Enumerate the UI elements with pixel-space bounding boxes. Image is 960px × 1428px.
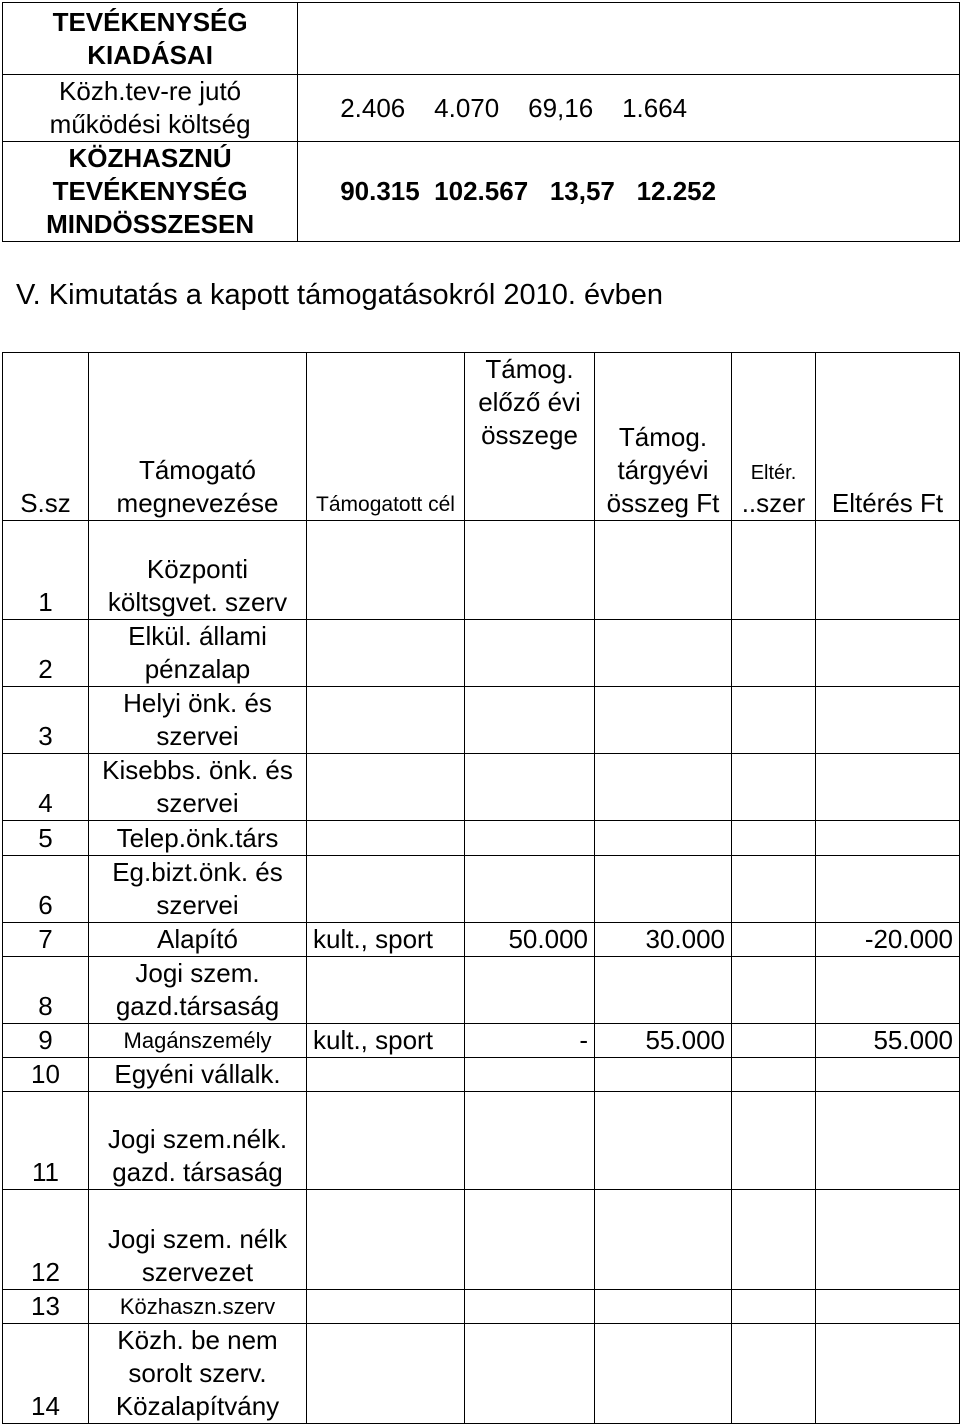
row-curr [595, 1092, 732, 1190]
row-supporter: Jogi szem. nélk szervezet [89, 1190, 307, 1290]
row-prev [465, 821, 595, 856]
summary-values [298, 3, 827, 75]
row-prev [465, 1290, 595, 1324]
header-curr: Támog. tárgyévi összeg Ft [595, 353, 732, 521]
row-diff [816, 1290, 960, 1324]
row-curr: 30.000 [595, 923, 732, 957]
row-diff [816, 856, 960, 923]
table-row [3, 754, 960, 821]
row-diffpct [732, 754, 816, 821]
row-curr [595, 754, 732, 821]
row-diffpct [732, 1024, 816, 1058]
row-diffpct [732, 1190, 816, 1290]
row-prev [465, 1058, 595, 1092]
row-supporter: Közhaszn.szerv [89, 1290, 307, 1324]
summary-values: 90.315 102.567 13,57 12.252 [298, 142, 827, 242]
row-prev [465, 957, 595, 1024]
row-goal: kult., sport [307, 923, 465, 957]
row-supporter: Jogi szem. gazd.társaság [89, 957, 307, 1024]
table-row [3, 856, 960, 923]
row-goal [307, 687, 465, 754]
row-goal: kult., sport [307, 1024, 465, 1058]
table-row [3, 957, 960, 1024]
summary-row [3, 3, 960, 75]
table-row [3, 687, 960, 754]
row-curr [595, 1324, 732, 1424]
row-supporter: Elkül. állami pénzalap [89, 620, 307, 687]
summary-label: KÖZHASZNÚ TEVÉKENYSÉG MINDÖSSZESEN [3, 142, 298, 242]
row-goal [307, 620, 465, 687]
row-prev [465, 856, 595, 923]
header-prev: Támog. előző évi összege [465, 353, 595, 521]
row-number: 9 [3, 1024, 89, 1058]
summary-values: 2.406 4.070 69,16 1.664 [298, 75, 827, 142]
row-prev [465, 620, 595, 687]
row-diffpct [732, 1290, 816, 1324]
summary-row [3, 75, 960, 142]
table-row [3, 1024, 960, 1058]
header-row [3, 353, 960, 521]
row-curr [595, 957, 732, 1024]
table-row [3, 1290, 960, 1324]
row-curr [595, 1058, 732, 1092]
row-number: 8 [3, 957, 89, 1024]
summary-label: TEVÉKENYSÉG KIADÁSAI [3, 3, 298, 75]
row-supporter: Egyéni vállalk. [89, 1058, 307, 1092]
header-diffpct-a: Eltér. [750, 462, 797, 484]
row-prev [465, 754, 595, 821]
summary-label: Közh.tev-re jutó működési költség [3, 75, 298, 142]
support-table [2, 352, 960, 1424]
row-prev [465, 687, 595, 754]
row-number: 13 [3, 1290, 89, 1324]
row-number: 5 [3, 821, 89, 856]
table-row [3, 923, 960, 957]
row-prev: 50.000 [465, 923, 595, 957]
row-diff [816, 687, 960, 754]
row-diff [816, 754, 960, 821]
row-number: 14 [3, 1324, 89, 1424]
row-goal [307, 1324, 465, 1424]
row-supporter: Közh. be nem sorolt szerv. Közalapítvány [89, 1324, 307, 1424]
header-diffpct-b: ..szer [741, 488, 806, 518]
row-curr [595, 521, 732, 620]
row-curr [595, 1290, 732, 1324]
row-curr: 55.000 [595, 1024, 732, 1058]
row-goal [307, 1058, 465, 1092]
row-number: 7 [3, 923, 89, 957]
row-diffpct [732, 1324, 816, 1424]
row-goal [307, 521, 465, 620]
header-diffpct [732, 353, 816, 521]
table-row [3, 1092, 960, 1190]
row-goal [307, 1290, 465, 1324]
section-heading: V. Kimutatás a kapott támogatásokról 2010. évben [16, 279, 664, 311]
row-prev [465, 1092, 595, 1190]
row-diff [816, 957, 960, 1024]
row-number: 11 [3, 1092, 89, 1190]
table-row [3, 1058, 960, 1092]
row-goal [307, 821, 465, 856]
row-number: 3 [3, 687, 89, 754]
header-name: Támogató megnevezése [89, 353, 307, 521]
row-supporter: Jogi szem.nélk. gazd. társaság [89, 1092, 307, 1190]
row-prev [465, 521, 595, 620]
row-prev: - [465, 1024, 595, 1058]
row-supporter: Helyi önk. és szervei [89, 687, 307, 754]
header-diff: Eltérés Ft [816, 353, 960, 521]
row-number: 1 [3, 521, 89, 620]
summary-empty [827, 142, 959, 242]
table-row [3, 821, 960, 856]
row-supporter: Kisebbs. önk. és szervei [89, 754, 307, 821]
table-row [3, 620, 960, 687]
row-diff: -20.000 [816, 923, 960, 957]
row-diff [816, 521, 960, 620]
table-row [3, 521, 960, 620]
row-diff [816, 1092, 960, 1190]
row-diffpct [732, 957, 816, 1024]
row-curr [595, 687, 732, 754]
row-diffpct [732, 521, 816, 620]
row-diff [816, 821, 960, 856]
row-diffpct [732, 1092, 816, 1190]
row-curr [595, 620, 732, 687]
row-curr [595, 856, 732, 923]
row-diffpct [732, 620, 816, 687]
summary-empty [827, 3, 959, 75]
row-number: 2 [3, 620, 89, 687]
row-diffpct [732, 1058, 816, 1092]
row-diffpct [732, 821, 816, 856]
row-diff [816, 620, 960, 687]
row-number: 12 [3, 1190, 89, 1290]
row-diff [816, 1058, 960, 1092]
row-number: 4 [3, 754, 89, 821]
row-supporter: Telep.önk.társ [89, 821, 307, 856]
row-diffpct [732, 687, 816, 754]
row-goal [307, 754, 465, 821]
row-diffpct [732, 856, 816, 923]
summary-empty [827, 75, 959, 142]
row-number: 6 [3, 856, 89, 923]
header-goal: Támogatott cél [307, 353, 465, 521]
header-ssz: S.sz [3, 353, 89, 521]
row-goal [307, 957, 465, 1024]
row-diff [816, 1324, 960, 1424]
summary-row [3, 142, 960, 242]
row-curr [595, 1190, 732, 1290]
row-number: 10 [3, 1058, 89, 1092]
row-goal [307, 1190, 465, 1290]
row-prev [465, 1190, 595, 1290]
summary-table [2, 2, 960, 242]
row-diff: 55.000 [816, 1024, 960, 1058]
row-supporter: Eg.bizt.önk. és szervei [89, 856, 307, 923]
row-prev [465, 1324, 595, 1424]
row-supporter: Magánszemély [89, 1024, 307, 1058]
row-curr [595, 821, 732, 856]
row-goal [307, 1092, 465, 1190]
row-supporter: Központi költsgvet. szerv [89, 521, 307, 620]
row-goal [307, 856, 465, 923]
row-diffpct [732, 923, 816, 957]
table-row [3, 1190, 960, 1290]
table-row [3, 1324, 960, 1424]
row-supporter: Alapító [89, 923, 307, 957]
row-diff [816, 1190, 960, 1290]
